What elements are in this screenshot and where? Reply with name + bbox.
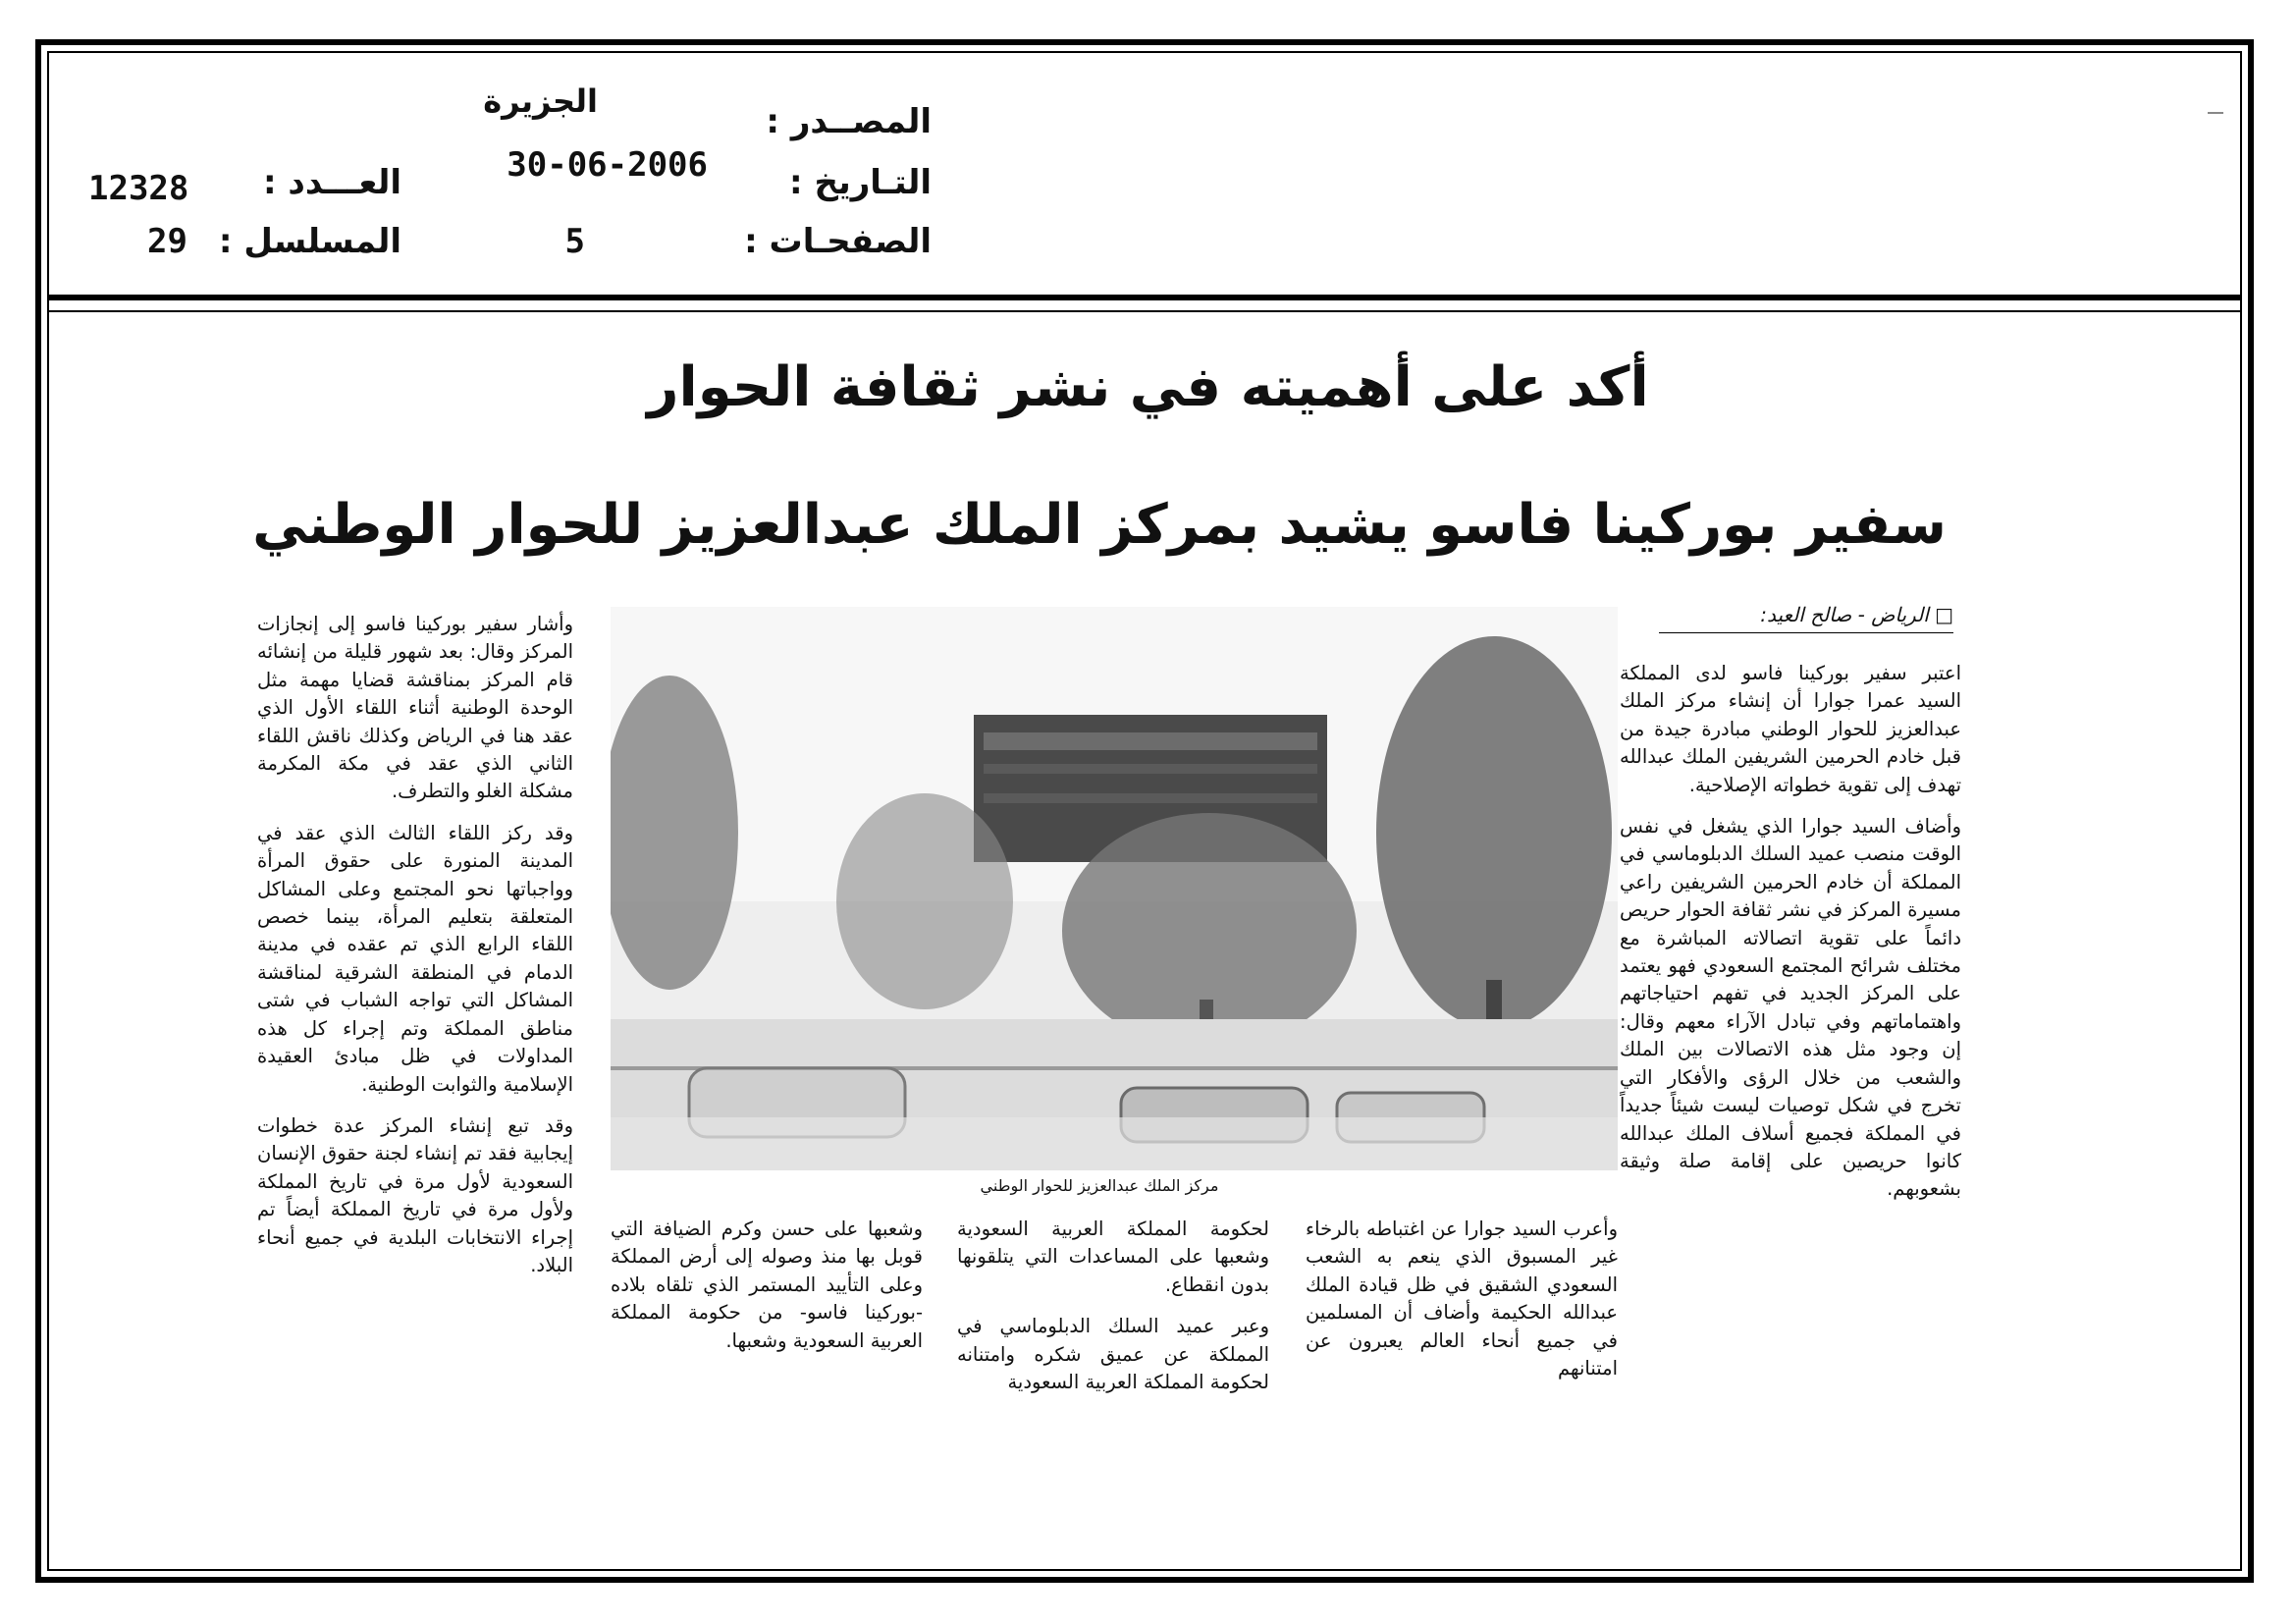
paragraph: وقد تبع إنشاء المركز عدة خطوات إيجابية فقد تم إنشاء لجنة حقوق الإنسان السعودية لأول مرة في تاريخ المملكة ولأول مرة في تاريخ المملكة أيضاً تم إجراء الانتخابات البلدية في جميع أنحاء البلاد. bbox=[257, 1113, 573, 1276]
article-headline: سفير بوركينا فاسو يشيد بمركز الملك عبدالعزيز للحوار الوطني bbox=[252, 493, 1947, 557]
issue-value: 12328 bbox=[88, 169, 189, 208]
paragraph: وأضاف السيد جوارا الذي يشغل في نفس الوقت منصب عميد السلك الدبلوماسي في المملكة أن خادم الحرمين الشريفين راعي مسيرة المركز في نشر ثقافة الحوار حريص دائماً على تقوية اتصالاته المباشرة مع مختلف شرائح المجتمع السعودي فهو يعتمد على المركز الجديد في تفهم احتياجاتهم واهتماماتهم وفي تبادل الآراء معهم وقال: إن وجود مثل هذه الاتصالات بين الملك والشعب من خلال الرؤى والأفكار التي تخرج في شكل توصيات ليست شيئاً جديداً في المملكة فجميع أسلاف الملك عبدالله كانوا حريصين على إقامة صلة وثيقة بشعوبهم. bbox=[1620, 815, 1961, 1201]
pages-label: الصفحـات : bbox=[744, 222, 932, 261]
serial-value: 29 bbox=[147, 222, 187, 261]
article-column-1 bbox=[1620, 660, 1961, 1218]
scan-mark bbox=[2208, 112, 2223, 114]
paragraph: وأشار سفير بوركينا فاسو إلى إنجازات المركز وقال: بعد شهور قليلة من إنشائه قام المركز بمناقشة قضايا مهمة مثل الوحدة الوطنية أثناء اللقاء الأول الذي عقد هنا في الرياض وكذلك ناقش اللقاء الثاني الذي عقد في مكة المكرمة مشكلة الغلو والتطرف. bbox=[257, 613, 573, 803]
source-label: المصــدر : bbox=[766, 102, 932, 141]
header-divider-thin bbox=[47, 310, 2242, 312]
paragraph: اعتبر سفير بوركينا فاسو لدى المملكة السيد عمرا جوارا أن إنشاء مركز الملك عبدالعزيز للحوار الوطني مبادرة جيدة من قبل خادم الحرمين الشريفين الملك عبدالله تهدف إلى تقوية خطواته الإصلاحية. bbox=[1620, 662, 1961, 796]
article-column-3 bbox=[957, 1216, 1269, 1410]
paragraph: وشعبها على حسن وكرم الضيافة التي قوبل بها منذ وصوله إلى أرض المملكة وعلى التأييد المستمر الذي تلقاه بلاده -بوركينا فاسو- من حكومة المملكة العربية السعودية وشعبها. bbox=[611, 1218, 923, 1352]
paragraph: وأعرب السيد جوارا عن اغتباطه بالرخاء غير المسبوق الذي ينعم به الشعب السعودي الشقيق في ظل قيادة الملك عبدالله الحكيمة وأضاف أن المسلمين في جميع أنحاء العالم يعبرون عن امتنانهم bbox=[1306, 1218, 1618, 1380]
pages-value: 5 bbox=[564, 222, 585, 261]
date-value: 30-06-2006 bbox=[507, 145, 708, 185]
serial-label: المسلسل : bbox=[218, 222, 401, 261]
date-label: التـاريخ : bbox=[789, 163, 932, 202]
article-column-4 bbox=[611, 1216, 923, 1369]
building-photo-image bbox=[611, 607, 1618, 1170]
source-value: الجزيرة bbox=[483, 82, 598, 120]
header-divider bbox=[47, 295, 2242, 300]
article-column-2 bbox=[1306, 1216, 1618, 1396]
paragraph: لحكومة المملكة العربية السعودية وشعبها على المساعدات التي يتلقونها بدون انقطاع. bbox=[957, 1218, 1269, 1296]
photo-caption: مركز الملك عبدالعزيز للحوار الوطني bbox=[980, 1176, 1219, 1195]
article-column-5 bbox=[257, 611, 573, 1293]
paragraph: وعبر عميد السلك الدبلوماسي في المملكة عن عميق شكره وامتنانه لحكومة المملكة العربية السعودية bbox=[957, 1315, 1269, 1394]
article-photo bbox=[611, 607, 1618, 1170]
article-byline: □ الرياض - صالح العيد: bbox=[1659, 603, 1953, 633]
paragraph: وقد ركز اللقاء الثالث الذي عقد في المدينة المنورة على حقوق المرأة وواجباتها نحو المجتمع وعلى المشاكل المتعلقة بتعليم المرأة، بينما خصص اللقاء الرابع الذي تم عقده في مدينة الدمام في المنطقة الشرقية لمناقشة المشاكل التي تواجه الشباب في شتى مناطق المملكة وتم إجراء كل هذه المداولات في ظل مبادئ العقيدة الإسلامية والثوابت الوطنية. bbox=[257, 821, 573, 1096]
article-headline-box bbox=[250, 471, 1949, 579]
issue-label: العـــدد : bbox=[263, 163, 401, 202]
article-kicker: أكد على أهميته في نشر ثقافة الحوار bbox=[647, 355, 1649, 419]
